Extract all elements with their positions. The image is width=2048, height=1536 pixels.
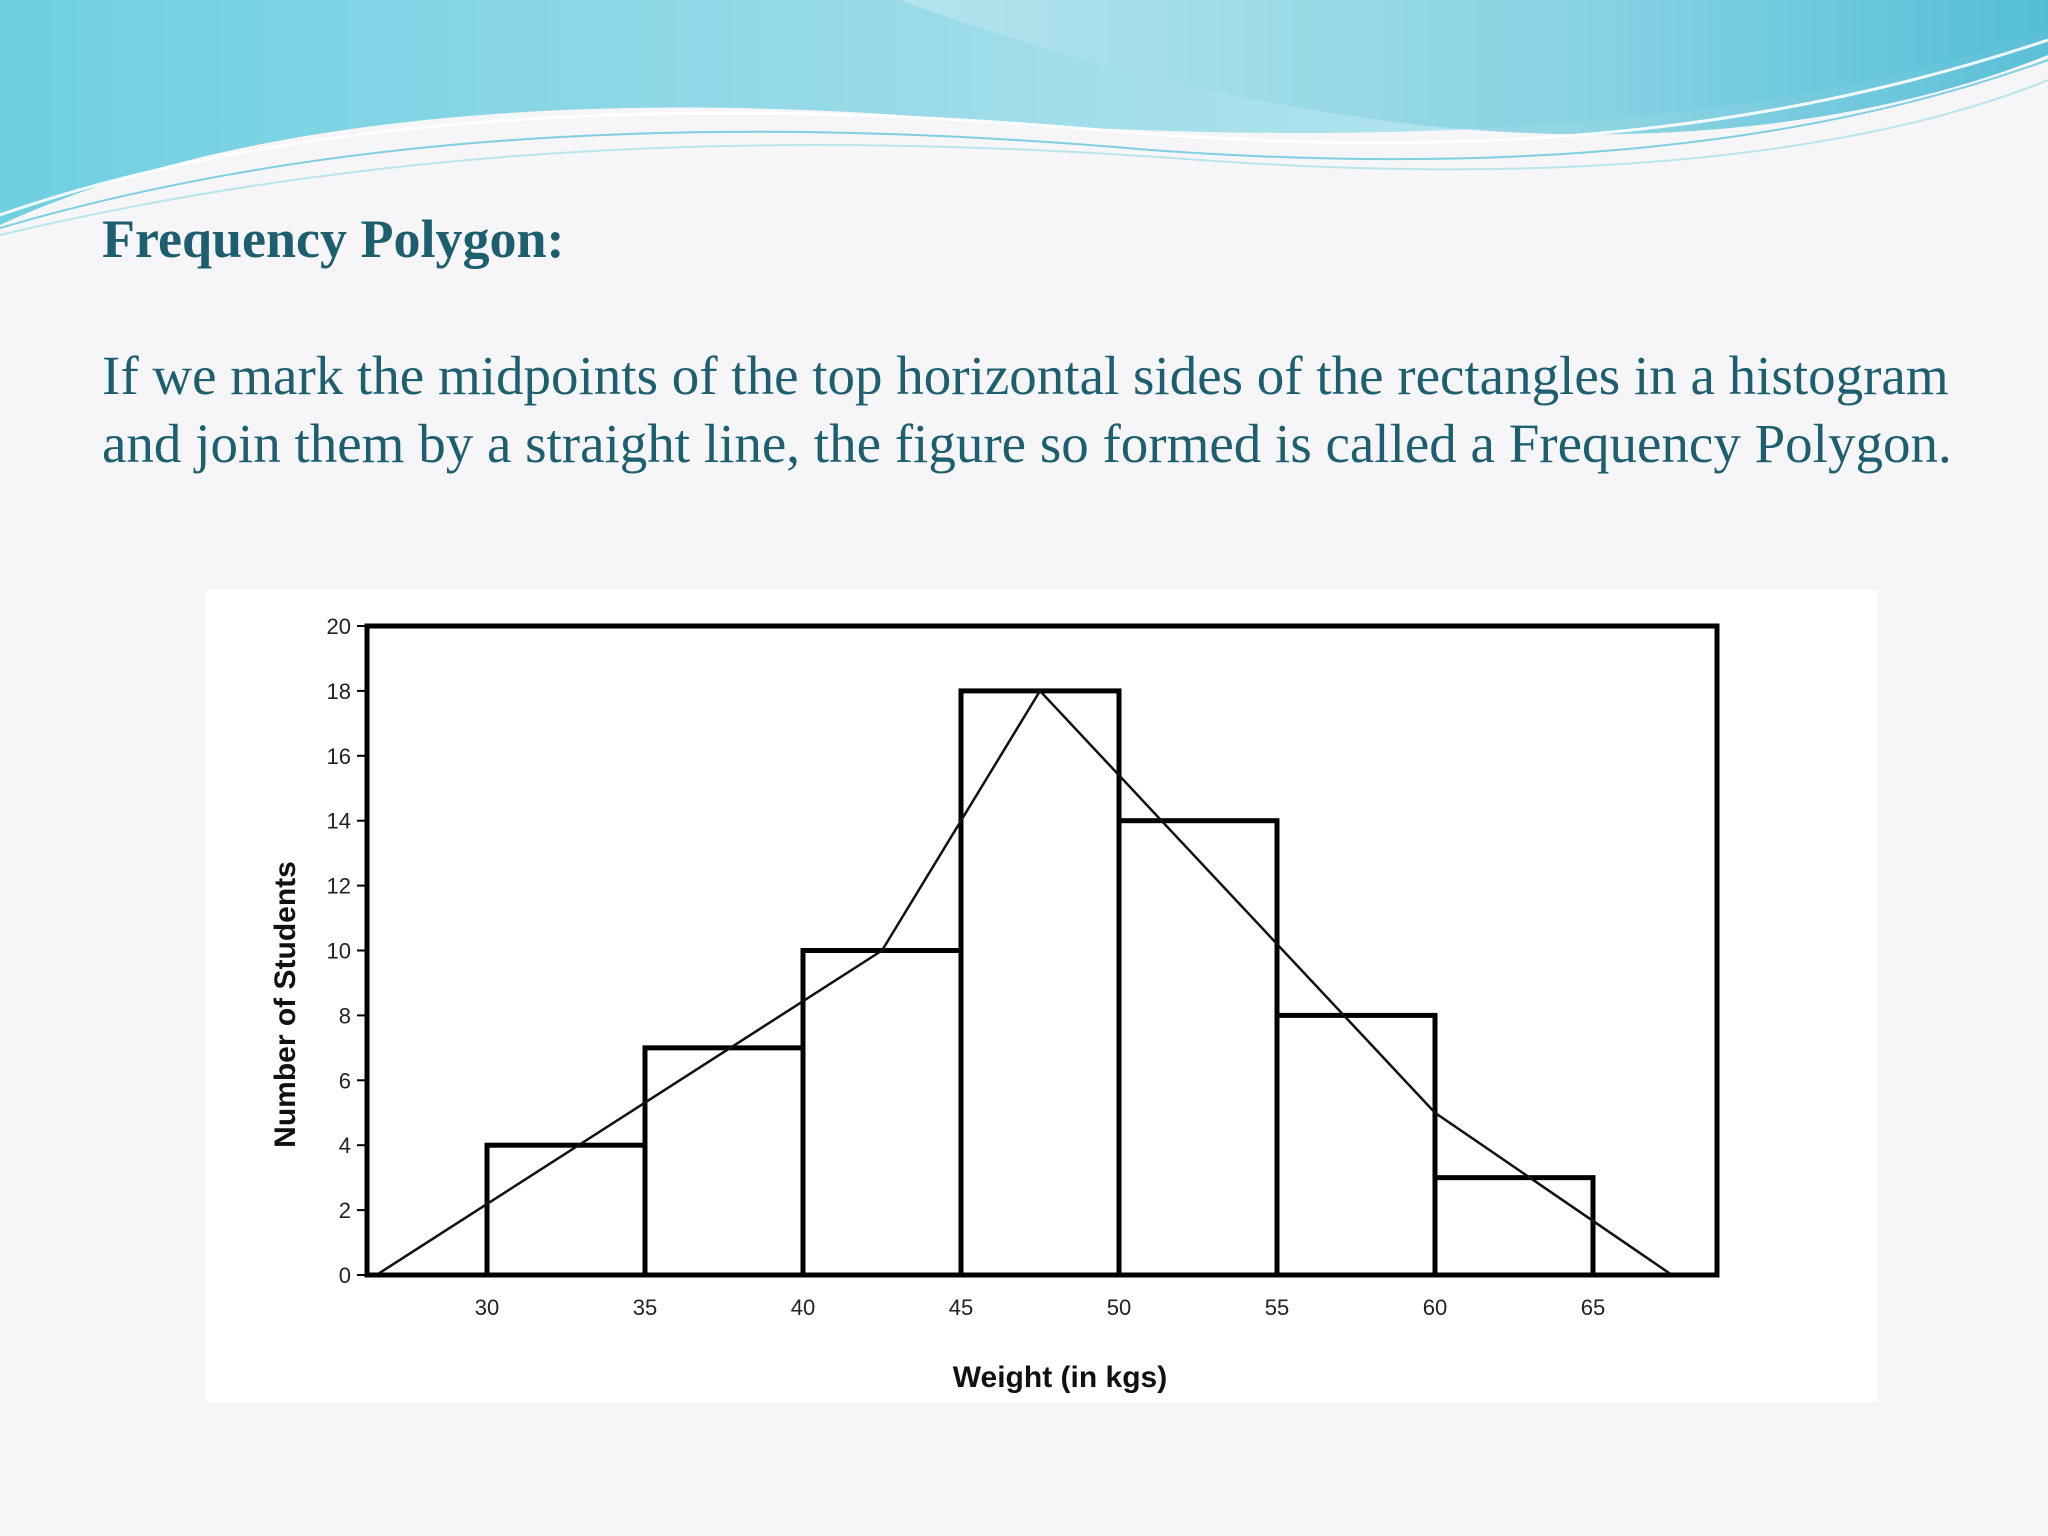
x-tick-label: 30: [474, 1295, 500, 1320]
y-tick-label: 0: [338, 1263, 351, 1288]
histogram-chart: [205, 590, 1877, 1402]
y-tick-label: 8: [338, 1003, 351, 1029]
y-tick-label: 2: [338, 1198, 351, 1224]
x-tick-label: 45: [948, 1295, 974, 1320]
histogram-bar: [487, 1145, 645, 1275]
y-axis-title: Number of Students: [269, 861, 302, 1148]
x-tick-label: 65: [1580, 1295, 1606, 1320]
x-tick-label: 60: [1422, 1295, 1448, 1320]
x-tick-label: 55: [1264, 1295, 1290, 1320]
histogram-bar: [803, 951, 961, 1276]
histogram-bars: [487, 691, 1593, 1275]
y-tick-label: 6: [338, 1068, 351, 1094]
histogram-bar: [1277, 1015, 1435, 1275]
slide-title: Frequency Polygon:: [102, 209, 565, 269]
x-tick-label: 50: [1106, 1295, 1132, 1320]
y-tick-label: 10: [326, 938, 351, 964]
histogram-bar: [645, 1048, 803, 1275]
x-tick-label: 35: [632, 1295, 658, 1320]
histogram-bar: [961, 691, 1119, 1275]
y-tick-label: 4: [338, 1133, 351, 1159]
y-tick-label: 16: [326, 743, 351, 769]
y-tick-label: 12: [326, 873, 351, 899]
chart-panel: [205, 590, 1877, 1402]
x-axis-title: Weight (in kgs): [952, 1361, 1168, 1394]
y-tick-label: 18: [326, 678, 351, 704]
y-tick-label: 14: [326, 808, 351, 834]
slide-body-text: If we mark the midpoints of the top horizontal sides of the rectangles in a histogram and join them by a straight line, the figure so formed is called a Frequency Polygon.: [102, 345, 1952, 474]
y-axis-ticks: [327, 614, 367, 1288]
y-tick-label: 20: [326, 614, 351, 639]
x-tick-label: 40: [790, 1295, 816, 1320]
header-wave-decoration: [0, 0, 2048, 240]
histogram-bar: [1119, 821, 1277, 1275]
histogram-bar: [1435, 1178, 1593, 1275]
x-axis-ticks: [475, 1295, 1605, 1320]
